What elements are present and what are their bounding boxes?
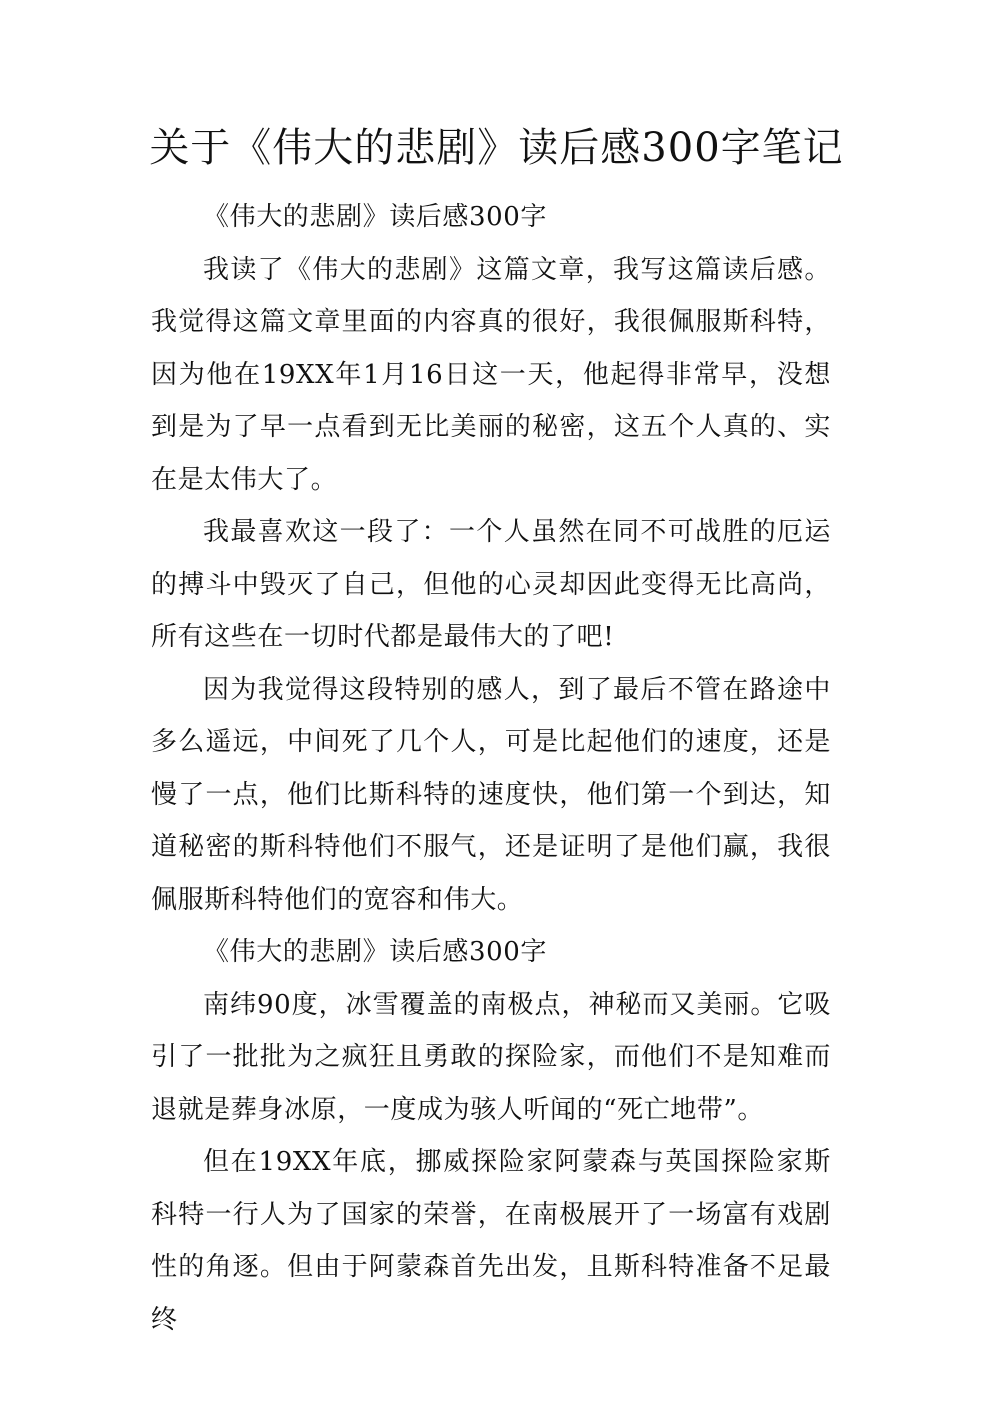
document-body [151,191,831,1346]
subheading-1: 《伟大的悲剧》读后感300字 [203,202,548,232]
document-title: 关于《伟大的悲剧》读后感300字笔记 [149,125,844,171]
paragraph-1: 我读了《伟大的悲剧》这篇文章，我写这篇读后感。我觉得这篇文章里面的内容真的很好，我很佩服斯科特，因为他在19XX年1月16日这一天，他起得非常早，没想到是为了早一点看到无比美丽的秘密，这五个人真的、实在是太伟大了。 [151,254,831,495]
paragraph-4: 南纬90度，冰雪覆盖的南极点，神秘而又美丽。它吸引了一批批为之疯狂且勇敢的探险家，而他们不是知难而退就是葬身冰原，一度成为骇人听闻的“死亡地带”。 [151,989,831,1125]
paragraph-3: 因为我觉得这段特别的感人，到了最后不管在路途中多么遥远，中间死了几个人，可是比起他们的速度，还是慢了一点，他们比斯科特的速度快，他们第一个到达，知道秘密的斯科特他们不服气，还是证明了是他们赢，我很佩服斯科特他们的宽容和伟大。 [151,674,831,915]
paragraph-2: 我最喜欢这一段了：一个人虽然在同不可战胜的厄运的搏斗中毁灭了自己，但他的心灵却因此变得无比高尚，所有这些在一切时代都是最伟大的了吧! [151,517,831,652]
paragraph-5: 但在19XX年底，挪威探险家阿蒙森与英国探险家斯科特一行人为了国家的荣誉，在南极展开了一场富有戏剧性的角逐。但由于阿蒙森首先出发，且斯科特准备不足最终 [151,1147,831,1335]
subheading-2: 《伟大的悲剧》读后感300字 [203,937,548,967]
